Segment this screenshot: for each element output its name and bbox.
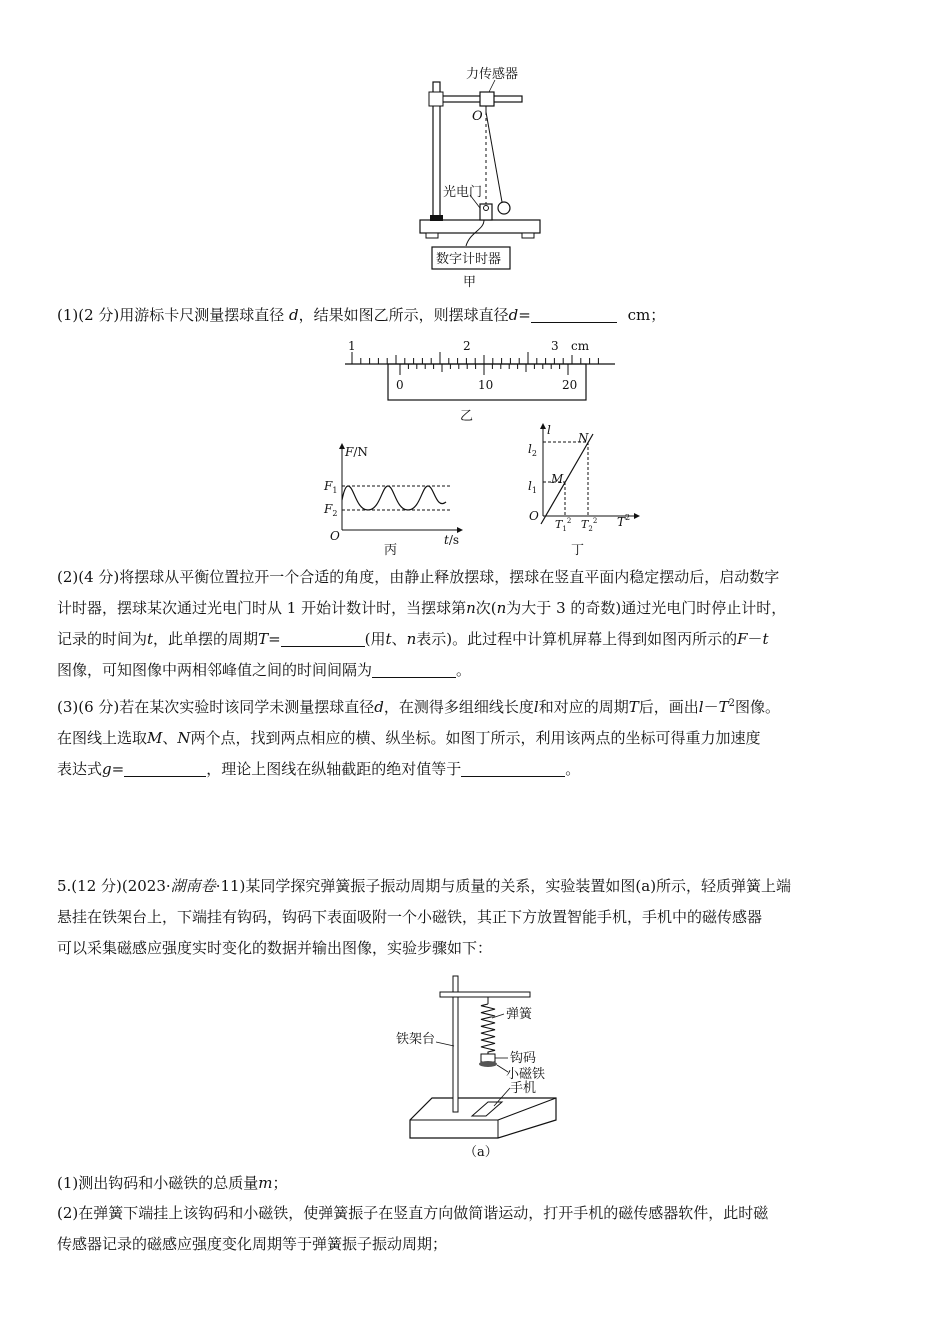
stand-base (410, 1098, 556, 1138)
label-digital-timer: 数字计时器 (436, 252, 502, 267)
spring (481, 1004, 495, 1054)
label-phone: 手机 (510, 1081, 537, 1096)
main-label-1: 1 (348, 339, 356, 353)
ding-T1: $T_1^2$ (555, 517, 572, 533)
ding-ylabel: l (547, 423, 551, 437)
ding-point-M: M (551, 472, 564, 486)
ding-origin: O (529, 509, 539, 523)
F-t-curve (342, 486, 446, 510)
force-sensor (480, 92, 494, 106)
answer-blank-interval[interactable] (372, 659, 456, 678)
vernier-label-10: 10 (478, 378, 494, 392)
figure-yi (340, 334, 620, 424)
label-weight: 钩码 (510, 1051, 537, 1066)
small-magnet (479, 1061, 497, 1067)
answer-blank-intercept[interactable] (461, 758, 565, 777)
q1-unit: cm； (627, 306, 666, 324)
q5-line1: 5.(12 分)(2023·湖南卷·11)某同学探究弹簧振子振动周期与质量的关系，实验装置如图(a)所示，轻质弹簧上端 (57, 877, 792, 895)
bing-xlabel: t/s (444, 533, 460, 547)
label-magnet: 小磁铁 (506, 1067, 546, 1082)
q1-var-d2: d (508, 306, 519, 324)
q3-line3: 表达式g= ，理论上图线在纵轴截距的绝对值等于 。 (57, 760, 581, 778)
step-2 (57, 1198, 897, 1260)
ding-xlabel: $T^2$ (617, 513, 631, 529)
q3-line2: 在图线上选取M、N两个点，找到两点相应的横、纵坐标。如图丁所示，利用该两点的坐标可得重力加速度 (57, 729, 761, 747)
main-label-3: 3 (551, 339, 559, 353)
label-stand: 铁架台 (396, 1032, 436, 1047)
label-O-jia: O (472, 109, 483, 124)
bing-origin: O (330, 529, 340, 543)
vernier-label-20: 20 (562, 378, 578, 392)
bing-F1: $F_1$ (324, 479, 338, 495)
label-photogate: 光电门 (443, 185, 483, 200)
q1-var-d: d (289, 306, 299, 324)
caption-ding: 丁 (571, 543, 585, 558)
step-1: (1)测出钩码和小磁铁的总质量m； (57, 1174, 288, 1192)
caption-bing: 丙 (384, 543, 398, 558)
ding-l2: $l_2$ (528, 442, 537, 458)
q5-line2: 悬挂在铁架台上，下端挂有钩码，钩码下表面吸附一个小磁铁，其正下方放置智能手机，手机中的磁传感器 (57, 908, 763, 926)
ding-T2: $T_2^2$ (581, 517, 598, 533)
vernier-label-0: 0 (396, 378, 404, 392)
caption-a: （a） (464, 1145, 498, 1160)
figure-a (388, 970, 578, 1160)
answer-blank-T[interactable] (281, 628, 365, 647)
ding-point-N: N (578, 431, 589, 445)
pendulum-bob (498, 202, 510, 214)
jia-crossbar (430, 96, 522, 102)
q1-eq: = (518, 306, 531, 324)
label-force-sensor: 力传感器 (466, 67, 519, 82)
step2-line2: 传感器记录的磁感应强度变化周期等于弹簧振子振动周期； (57, 1235, 448, 1253)
l-T2-line (541, 434, 593, 524)
q3-line1: (3)(6 分)若在某次实验时该同学未测量摆球直径d，在测得多组细线长度l和对应的周期T后，画出$l-T^2$图像。 (57, 698, 780, 716)
q1-mid: ，结果如图乙所示，则摆球直径 (298, 306, 509, 324)
q5-line3: 可以采集磁感应强度实时变化的数据并输出图像，实验步骤如下： (57, 939, 493, 957)
question-3 (57, 688, 897, 785)
bing-ylabel: F/N (345, 445, 368, 459)
figure-ding (525, 420, 645, 560)
stand-crossbar (440, 992, 530, 997)
figure-bing (320, 440, 470, 560)
question-2 (57, 562, 897, 686)
ding-l1: $l_1$ (528, 479, 537, 495)
bing-F2: $F_2$ (324, 502, 338, 518)
q1-prefix: (1)(2 分)用游标卡尺测量摆球直径 (57, 306, 285, 324)
answer-blank-d[interactable] (531, 304, 617, 323)
q2-line1: (2)(4 分)将摆球从平衡位置拉开一个合适的角度，由静止释放摆球，摆球在竖直平面内稳定摆动后，启动数字 (57, 568, 780, 586)
label-spring: 弹簧 (506, 1007, 533, 1022)
main-label-2: 2 (463, 339, 471, 353)
caption-jia: 甲 (463, 275, 477, 290)
figure-jia (400, 60, 560, 292)
caption-yi: 乙 (460, 409, 474, 424)
answer-blank-g[interactable] (124, 758, 206, 777)
hook-weight (481, 1054, 495, 1062)
question-5 (57, 871, 897, 964)
q2-line2: 计时器，摆球某次通过光电门时从 1 开始计数计时，当摆球第n次(n为大于 3 的奇数)通过光电门时停止计时， (57, 599, 787, 617)
jia-base (420, 220, 540, 233)
step2-line1: (2)在弹簧下端挂上该钩码和小磁铁，使弹簧振子在竖直方向做简谐运动，打开手机的磁传感器软件，此时磁 (57, 1204, 769, 1222)
q2-line3: 记录的时间为t，此单摆的周期T= (用t、n表示)。此过程中计算机屏幕上得到如图丙所示的F－t (57, 630, 769, 648)
main-unit: cm (571, 339, 590, 353)
question-1 (57, 300, 897, 331)
q2-line4: 图像，可知图像中两相邻峰值之间的时间间隔为 。 (57, 661, 472, 679)
